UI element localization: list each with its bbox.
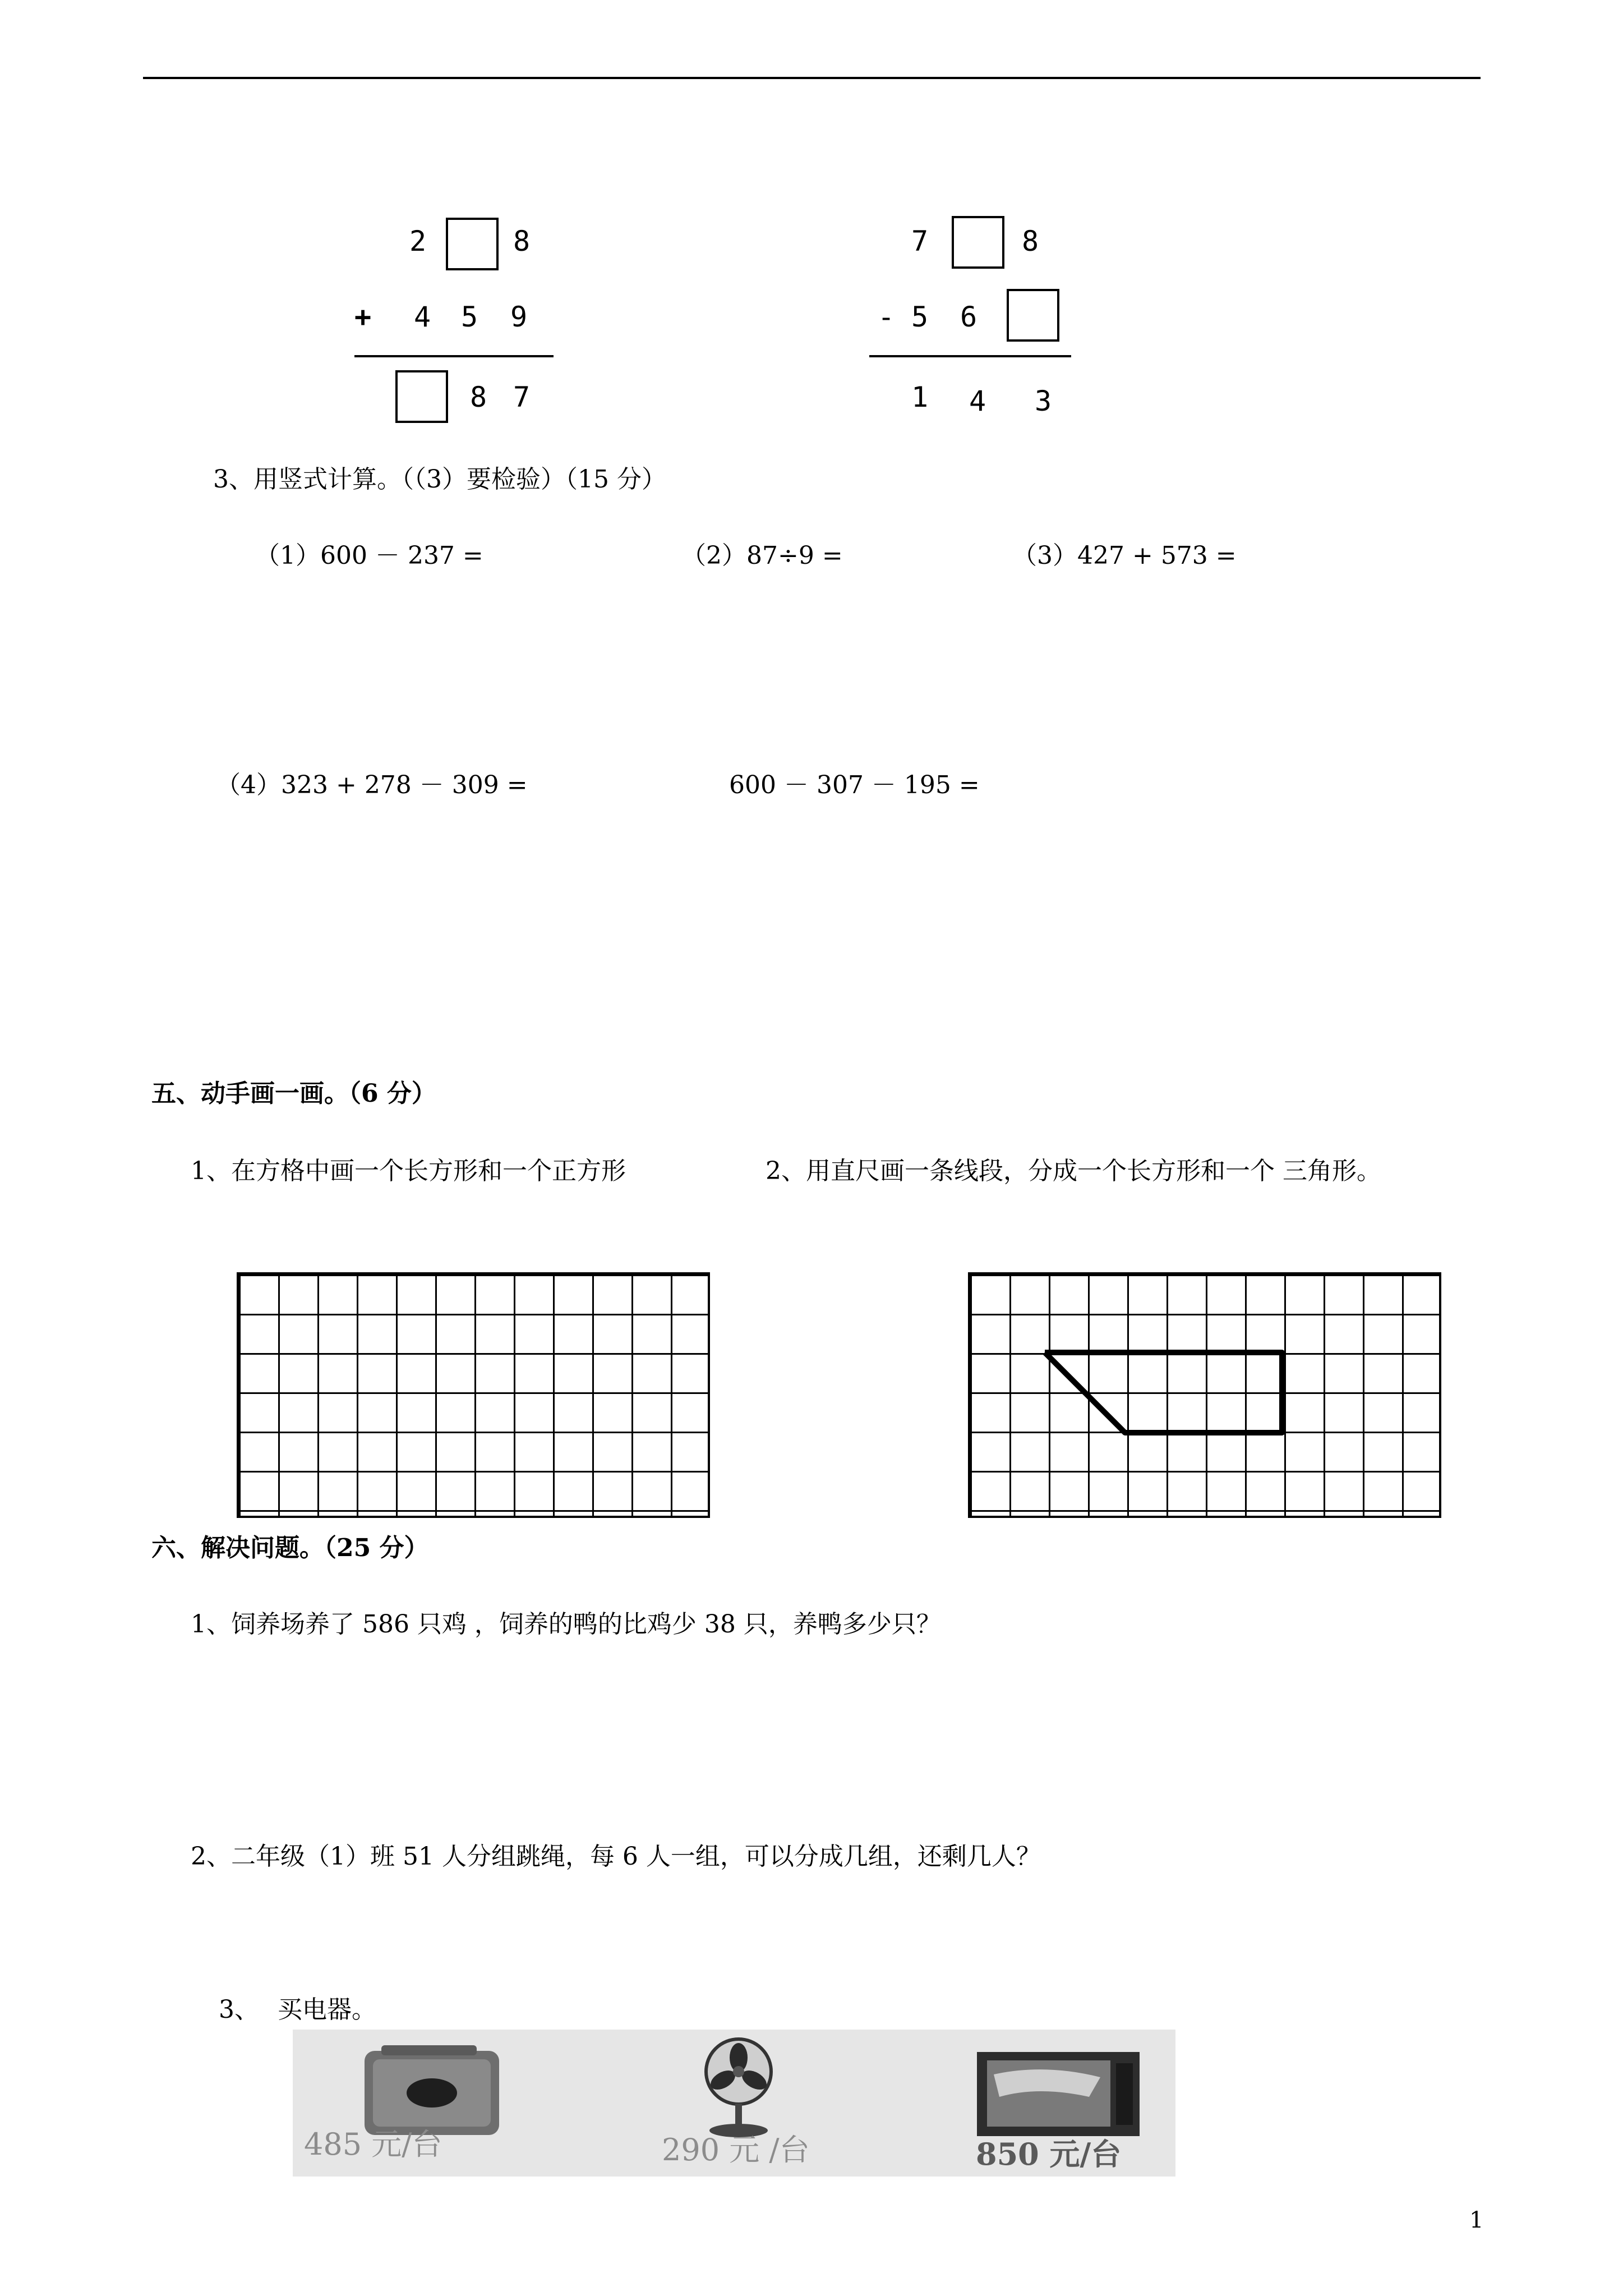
add-blank-box-1[interactable] (446, 218, 499, 270)
section6-q3-text: 买电器。 (278, 1995, 376, 2024)
electric-fan-icon (688, 2035, 789, 2142)
sub-r2-d2: 6 (960, 301, 978, 333)
appliance-price-1: 485 元/台 (304, 2127, 442, 2162)
section5-title: 五、动手画一画。（6 分） (151, 1079, 436, 1108)
page-top-rule (143, 77, 1481, 79)
sub-r1-d1: 7 (911, 225, 929, 257)
calc-item-2: （2）87÷9 = (681, 541, 843, 570)
page-number: 1 (1469, 2207, 1484, 2233)
sub-r3-d1: 1 (911, 381, 929, 413)
calc-item-4: （4）323 + 278 － 309 = (216, 771, 528, 799)
add-r3-d2: 8 (470, 381, 487, 413)
sub-r3-d3: 3 (1035, 385, 1052, 417)
add-blank-box-2[interactable] (395, 370, 448, 423)
section5-q1: 1、在方格中画一个长方形和一个正方形 (191, 1157, 626, 1185)
section6-q1: 1、饲养场养了 586 只鸡 ，饲养的鸭的比鸡少 38 只，养鸭多少只？ (191, 1610, 941, 1639)
sub-r3-d2: 4 (969, 385, 986, 417)
minus-sign: - (878, 301, 895, 333)
section6-title: 六、解决问题。（25 分） (151, 1534, 429, 1562)
calc-item-1: （1）600 － 237 = (255, 541, 483, 570)
plus-sign: + (354, 301, 372, 333)
tape-recorder-icon (359, 2040, 506, 2141)
add-r1-d3: 8 (513, 225, 531, 257)
television-icon (977, 2052, 1145, 2142)
add-r1-d1: 2 (409, 225, 427, 257)
drawing-grid-left[interactable] (237, 1272, 710, 1518)
section6-q2: 2、二年级（1）班 51 人分组跳绳，每 6 人一组，可以分成几组，还剩几人？ (191, 1842, 1041, 1871)
add-r3-d3: 7 (513, 381, 531, 413)
section5-q2: 2、用直尺画一条线段，分成一个长方形和一个 三角形。 (766, 1157, 1381, 1185)
section3-heading: 3、用竖式计算。（（3）要检验）（15 分） (213, 465, 666, 494)
appliance-price-2: 290 元 /台 (662, 2132, 810, 2168)
appliance-price-3: 850 元/台 (976, 2136, 1122, 2172)
sub-r1-d3: 8 (1022, 225, 1039, 257)
trapezoid-shape (968, 1272, 1441, 1518)
calc-item-5: 600 － 307 － 195 = (729, 771, 980, 799)
sub-blank-box-2[interactable] (1007, 289, 1059, 342)
sub-diff-rule (869, 355, 1071, 357)
sub-blank-box-1[interactable] (952, 216, 1004, 269)
add-r2-d1: 4 (414, 301, 431, 333)
calc-item-3: （3）427 + 573 = (1012, 541, 1237, 570)
add-sum-rule (354, 355, 554, 357)
appliance-photo-strip (293, 2030, 1175, 2177)
add-r2-d3: 9 (510, 301, 528, 333)
add-r2-d2: 5 (461, 301, 478, 333)
section6-q3-number: 3、 (219, 1995, 259, 2024)
sub-r2-d1: 5 (911, 301, 929, 333)
